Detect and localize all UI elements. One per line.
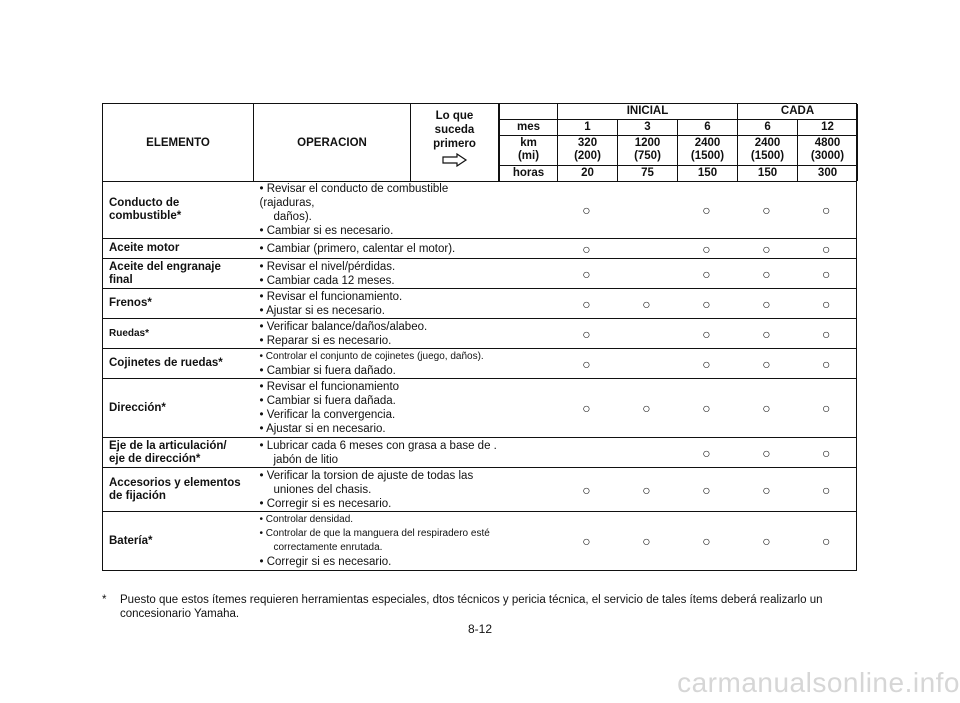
header-inicial: INICIAL <box>558 104 738 119</box>
check-mark: ○ <box>557 182 617 239</box>
header-operacion: OPERACION <box>254 104 411 182</box>
header-lo-que: Lo que suceda primero <box>411 104 499 182</box>
check-mark: ○ <box>737 289 797 319</box>
check-mark: ○ <box>557 259 617 289</box>
check-mark <box>617 438 677 468</box>
check-mark: ○ <box>797 512 857 571</box>
table-row <box>103 438 857 468</box>
element-name: Aceite del engranaje final <box>103 259 254 289</box>
check-mark: ○ <box>617 379 677 438</box>
check-mark: ○ <box>797 259 857 289</box>
check-mark <box>617 319 677 349</box>
check-mark: ○ <box>737 512 797 571</box>
check-mark <box>617 349 677 379</box>
watermark: carmanualsonline.info <box>677 667 960 698</box>
check-mark: ○ <box>737 379 797 438</box>
element-name: Dirección* <box>103 379 254 438</box>
check-mark: ○ <box>677 182 737 239</box>
operation-text: • Revisar el funcionamiento. • Ajustar si es necesario. <box>254 289 499 319</box>
operation-text: • Revisar el nivel/pérdidas. • Cambiar cada 12 meses. <box>254 259 499 289</box>
check-mark: ○ <box>617 289 677 319</box>
check-mark <box>617 182 677 239</box>
check-mark: ○ <box>797 289 857 319</box>
element-name: Conducto de combustible* <box>103 182 254 239</box>
operation-text: • Cambiar (primero, calentar el motor). <box>254 239 499 259</box>
check-mark: ○ <box>677 349 737 379</box>
check-mark: ○ <box>797 349 857 379</box>
table-row <box>103 468 857 512</box>
element-name: Batería* <box>103 512 254 571</box>
element-name: Aceite motor <box>103 239 254 259</box>
check-mark: ○ <box>677 379 737 438</box>
element-name: Ruedas* <box>103 319 254 349</box>
check-mark: ○ <box>797 182 857 239</box>
check-mark: ○ <box>677 468 737 512</box>
table-row <box>103 289 857 319</box>
header-elemento: ELEMENTO <box>103 104 254 182</box>
check-mark: ○ <box>737 438 797 468</box>
element-name: Cojinetes de ruedas* <box>103 349 254 379</box>
check-mark: ○ <box>557 319 617 349</box>
element-name: Accesorios y elementos de fijación <box>103 468 254 512</box>
check-mark: ○ <box>617 468 677 512</box>
check-mark: ○ <box>737 349 797 379</box>
operation-text: • Lubricar cada 6 meses con grasa a base de . jabón de litio <box>254 438 499 468</box>
check-mark: ○ <box>677 239 737 259</box>
check-mark: ○ <box>797 468 857 512</box>
table-row <box>103 319 857 349</box>
check-mark: ○ <box>737 468 797 512</box>
operation-text: • Verificar la torsion de ajuste de todas las uniones del chasis. • Corregir si es necesario. <box>254 468 499 512</box>
check-mark: ○ <box>737 239 797 259</box>
check-mark: ○ <box>677 259 737 289</box>
check-mark <box>617 259 677 289</box>
operation-text: • Controlar densidad. • Controlar de que la manguera del respiradero esté correctamente enrutada. • Corregir si es necesario. <box>254 512 499 571</box>
table-row <box>103 182 857 239</box>
element-name: Eje de la articulación/ eje de dirección* <box>103 438 254 468</box>
check-mark <box>617 239 677 259</box>
table-row <box>103 379 857 438</box>
table-row <box>103 239 857 259</box>
check-mark: ○ <box>797 438 857 468</box>
check-mark: ○ <box>677 319 737 349</box>
operation-text: • Verificar balance/daños/alabeo. • Reparar si es necesario. <box>254 319 499 349</box>
check-mark: ○ <box>737 319 797 349</box>
operation-text: • Revisar el funcionamiento • Cambiar si fuera dañada. • Verificar la convergencia. • Ajustar si en necesario. <box>254 379 499 438</box>
maintenance-table <box>102 103 857 571</box>
check-mark: ○ <box>557 349 617 379</box>
footnote: * Puesto que estos ítemes requieren herramientas especiales, dtos técnicos y pericia técnica, el servicio de tales ítems deberá realizarlo un concesionario Yamaha. <box>102 594 823 620</box>
element-name: Frenos* <box>103 289 254 319</box>
check-mark <box>557 438 617 468</box>
check-mark: ○ <box>797 319 857 349</box>
check-mark: ○ <box>797 239 857 259</box>
check-mark: ○ <box>677 512 737 571</box>
check-mark: ○ <box>557 379 617 438</box>
operation-text: • Revisar el conducto de combustible (rajaduras, daños). • Cambiar si es necesario. <box>254 182 499 239</box>
check-mark: ○ <box>557 289 617 319</box>
check-mark: ○ <box>737 182 797 239</box>
check-mark: ○ <box>737 259 797 289</box>
check-mark: ○ <box>677 289 737 319</box>
table-row <box>103 512 857 571</box>
check-mark: ○ <box>797 379 857 438</box>
label-mes: mes <box>500 119 558 135</box>
label-horas: horas <box>500 165 558 181</box>
page-number: 8-12 <box>467 622 493 636</box>
right-arrow-icon <box>442 153 468 167</box>
interval-header: INICIAL CADA mes 1 3 6 6 12 km (mi) 320 (200) 1200 (750) 2400 (1500) 2400 (1500) 4800 (3000) horas 20 75 150 150 300 <box>499 104 858 181</box>
table-row <box>103 259 857 289</box>
label-km: km (mi) <box>500 135 558 165</box>
table-row <box>103 349 857 379</box>
check-mark: ○ <box>557 512 617 571</box>
header-cada: CADA <box>738 104 858 119</box>
check-mark: ○ <box>677 438 737 468</box>
check-mark: ○ <box>617 512 677 571</box>
check-mark: ○ <box>557 468 617 512</box>
check-mark: ○ <box>557 239 617 259</box>
operation-text: • Controlar el conjunto de cojinetes (juego, daños). • Cambiar si fuera dañado. <box>254 349 499 379</box>
